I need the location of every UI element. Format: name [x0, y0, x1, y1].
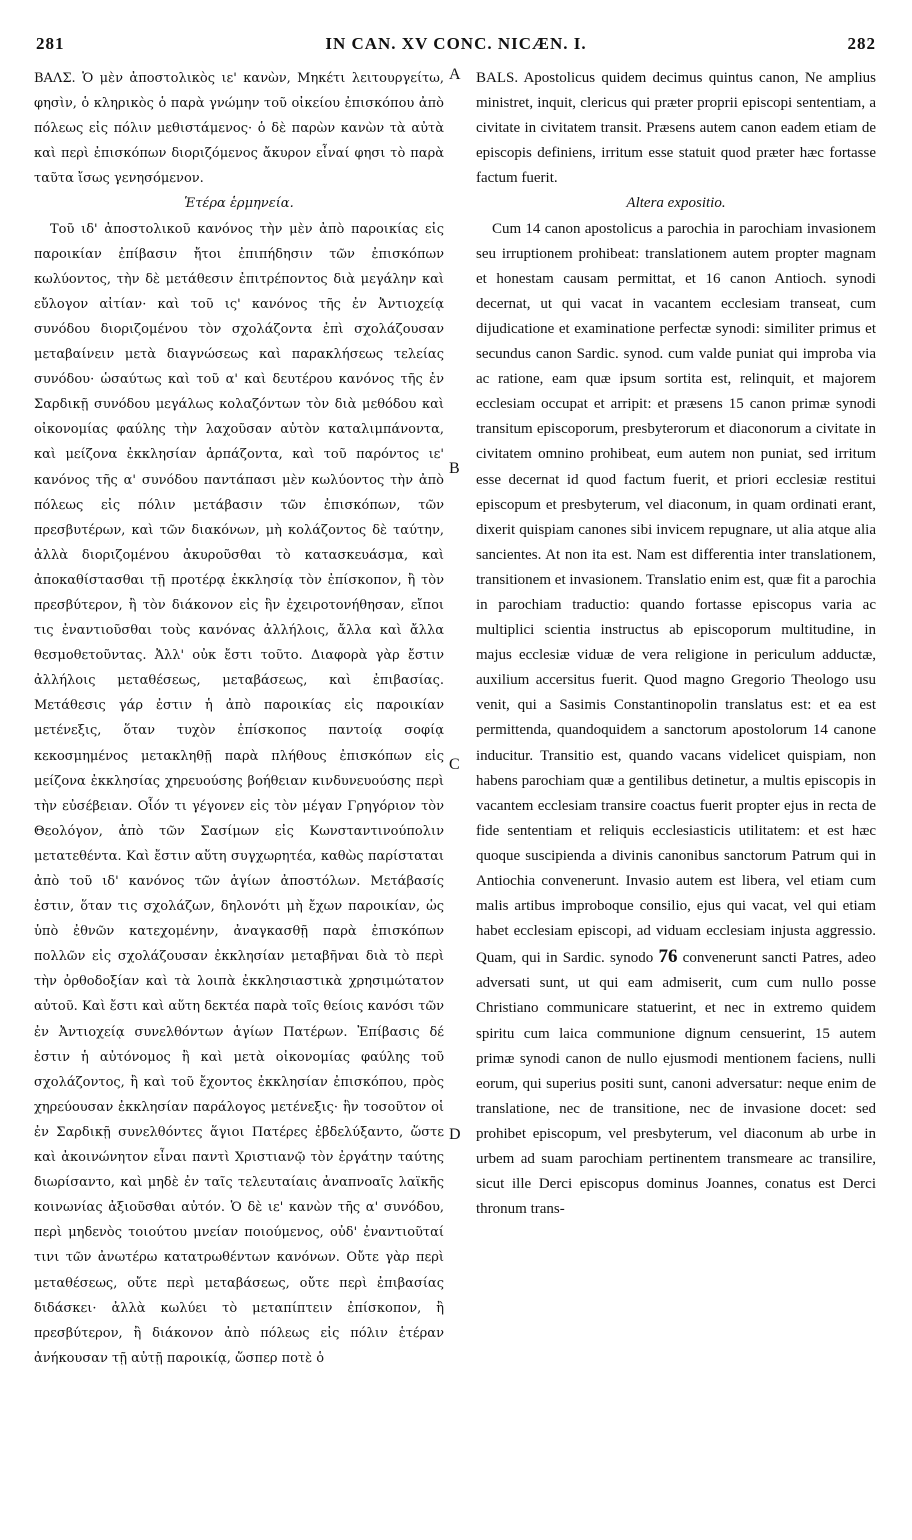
latin-paragraph-2: [476, 217, 876, 1223]
margin-marker-d: D: [449, 1126, 461, 1143]
page-number-left: 281: [36, 34, 65, 53]
margin-marker-a: A: [449, 66, 461, 83]
greek-paragraph-1: ΒΑΛΣ. Ὁ μὲν ἀποστολικὸς ιε' κανὼν, Μηκέτι λειτουργείτω, φησὶν, ὁ κληρικὸς ὁ παρὰ γνώμην τοῦ οἰκείου ἐπισκόπου ἀπὸ πόλεως εἰς πόλιν μεθιστάμενος· ὁ δὲ παρὼν κανὼν τὰ αὐτὰ καὶ περὶ ἐπισκόπων διοριζόμενος ἄκυρον εἶναί φησι τὸ παρὰ ταῦτα ἴσως γενησόμενον.: [34, 71, 444, 187]
greek-subtitle: Ἑτέρα ἑρμηνεία.: [184, 196, 294, 212]
latin-paragraph-2-part-a: Cum 14 canon apostolicus a parochia in parochiam invasionem seu irruptionem prohibeat: translationem autem propter magnam et honestam causam permittat, et 16 canon Antioch. synodi decernat, ut qui vacat in vacantem ecclesiam transeat, cum dijudicatione et examinatione perfectæ synodi: similiter primus et secundus canon Sardic. synod. cum valde puniat qui improba via ac ratione, eam quæ ipsum sortita est, relinquit, et majorem ecclesiam occupat et arripit: et præsens 15 canon primæ synodi transitum episcoporum, presbyterorum et diaconorum a civitate in civitatem omnino prohibeat, eum autem non puniat, sed irritum esse decernat id quod factum fuerit, et priori ecclesiæ restitui episcopum et presbyterum, vel diaconum, in quam ordinati erant, dixerit quispiam canones sibi invicem repugnare, ut alia atque alia sancientes. At non ita est. Nam est differentia inter translationem, transitionem et invasionem. Translatio enim est, quæ fit a parochia in parochiam traductio: quando fortasse episcopus varia ac multiplici scientia instructus ab episcoporum multitudine, in majus ecclesiæ viduæ de vera religione in periculum adductæ, auxilium accersitus fuerit. Quod magno Gregorio Theologo usu venit, qui a Sasimis Constantinopolin translatus est: et ea est permittenda, quandoquidem a sanctorum apostolorum 14 canone inducitur. Transitio est, quando vacans videlicet quispiam, non habens parochiam quæ a gentilibus detinetur, a multis episcopis in vacantem ecclesiam transire coactus fuerit propter ejus in recta de fide sententiam et reliquis ecclesiasticis utilitatem: et est hæc quoque suscipienda a divinis canonibus sanctorum Patrum qui in Antiochia convenerunt. Invasio autem est libera, vel etiam cum malis artibus improboque consilio, ejus qui vacat, vel qui etiam habet ecclesiam episcopi, ad viduam ecclesiam injusta aggressio. Quam, qui in Sardic. synodo: [476, 220, 876, 967]
latin-paragraph-2-part-b: convenerunt sancti Patres, adeo adversati sunt, ut qui eam admiserit, cum cum nullo posse Christiano communicare statuerint, et nec in extremo quidem spiritu cum laica communione dignum censuerint, 15 autem primæ synodi canon de nullo ejusmodi mentionem faciens, nulli eorum, qui superius positi sunt, canoni adversatur: neque enim de translatione, nec de transitione, nec de invasione docet: sed prohibet episcopum, vel presbyterum, vel diaconum ab urbe in urbem ad suam parochiam pertinentem transmeare ac transilire, sicut ille Derci episcopus dominus Joannes, conatus est Derci thronum trans-: [476, 950, 876, 1218]
margin-marker-c: C: [449, 756, 460, 773]
margin-marker-b: B: [449, 460, 460, 477]
latin-paragraph-1: BALS. Apostolicus quidem decimus quintus canon, Ne amplius ministret, inquit, clericus qui præter proprii episcopi sententiam, a civitate in civitatem transit. Præsens autem canon eadem etiam de episcopis definiens, irritum esse statuit quod præter hæc fortasse factum fuerit.: [476, 70, 876, 187]
latin-column: [476, 66, 876, 1222]
latin-subtitle: Altera expositio.: [626, 195, 726, 212]
running-header: [36, 34, 876, 60]
page-number-right: 282: [847, 34, 876, 53]
greek-column: [34, 66, 444, 1371]
column-number: 76: [658, 946, 678, 968]
running-title: IN CAN. XV CONC. NICÆN. I.: [325, 34, 587, 53]
greek-paragraph-2: Τοῦ ιδ' ἀποστολικοῦ κανόνος τὴν μὲν ἀπὸ παροικίας εἰς παροικίαν ἐπίβασιν ἤτοι ἐπιπήδησιν τῶν ἐπισκόπων κωλύοντος, τὴν δὲ μετάθεσιν ἐπιτρέποντος διὰ μεγάλην καὶ εὔλογον αἰτίαν· καὶ τοῦ ις' κανόνος τῆς ἐν Ἀντιοχείᾳ συνόδου διοριζομένου τὸν σχολάζοντα ἐπὶ σχολάζουσαν μεταβαίνειν μετὰ διαγνώσεως καὶ παρακλήσεως τελείας συνόδου· ὡσαύτως καὶ τοῦ α' καὶ δευτέρου κανόνος τῆς ἐν Σαρδικῇ συνόδου μεγάλως κολαζόντων τὸν διὰ μεθόδου καὶ οἰκονομίας φαύλης τὴν λαχοῦσαν αὐτὸν καταλιμπάνοντα, καὶ μείζονα ἐκκλησίαν ἁρπάζοντα, καὶ τοῦ παρόντος ιε' κανόνος τῆς α' συνόδου παντάπασι μὲν κωλύοντος τὴν ἀπὸ πόλεως εἰς πόλιν μετάβασιν τῶν ἐπισκόπων, τῶν πρεσβυτέρων, καὶ τῶν διακόνων, μὴ κολάζοντος δὲ ταύτην, ἀλλὰ διοριζομένου ἀκυροῦσθαι τὸ κατασκευάσμα, καὶ ἀποκαθίστασθαι τῇ προτέρᾳ ἐκκλησίᾳ τὸν ἐπίσκοπον, ἢ τὸν πρεσβύτερον, ἢ τὸν διάκονον εἰς ἣν ἐχειροτονήθησαν, εἴποι τις ἐναντιοῦσθαι τοὺς κανόνας ἀλλήλοις, ἄλλα καὶ ἄλλα θεσμοθετοῦντας. Ἀλλ' οὐκ ἔστι τοῦτο. Διαφορὰ γὰρ ἔστιν ἀλλήλοις μεταθέσεως, μεταβάσεως, καὶ ἐπιβασίας. Μετάθεσις γάρ ἐστιν ἡ ἀπὸ παροικίας εἰς παροικίαν μετένεξις, ὅταν τυχὸν ἐπίσκοπος παντοίᾳ σοφίᾳ κεκοσμημένος μετακληθῇ παρὰ πλήθους ἐπισκόπων εἰς μείζονα ἐκκλησίας χηρευούσης βοήθειαν κινδυνευούσης περὶ τὴν εὐσέβειαν. Οἷόν τι γέγονεν εἰς τὸν μέγαν Γρηγόριον τὸν Θεολόγον, ἀπὸ τῶν Σασίμων εἰς Κωνσταντινούπολιν μετατεθέντα. Καὶ ἔστιν αὕτη συγχωρητέα, καθὼς παρίσταται ἀπὸ τοῦ ιδ' κανόνος τῶν ἁγίων ἀποστόλων. Μετάβασίς ἐστιν, ὅταν τις σχολάζων, δηλονότι μὴ ἔχων παροικίαν, ὡς ὑπὸ ἐθνῶν κατεχομένην, ἀναγκασθῇ παρὰ ἐπισκόπων πολλῶν εἰς σχολάζουσαν ἐκκλησίαν μεταβῆναι διὰ τὸ περὶ τὴν ὀρθοδοξίαν καὶ τὰ λοιπὰ ἐκκλησιαστικὰ χρησιμώτατον αὐτοῦ. Καὶ ἔστι καὶ αὕτη δεκτέα παρὰ τοῖς θείοις κανόσι τῶν ἐν Ἀντιοχείᾳ συνελθόντων ἁγίων Πατέρων. Ἐπίβασις δέ ἐστιν ἡ αὐτόνομος ἢ καὶ μετὰ οἰκονομίας φαύλης τοῦ σχολάζοντος, ἢ καὶ τοῦ ἔχοντος ἐκκλησίαν ἐπισκόπου, πρὸς χηρεύουσαν ἐκκλησίαν παράλογος μετένεξις· ἣν τοσοῦτον οἱ ἐν Σαρδικῇ συνελθόντες ἅγιοι Πατέρες ἐβδελύξαντο, ὥστε καὶ ἀκοινώνητον εἶναι παντὶ Χριστιανῷ τὸν ἐργάτην ταύτης διωρίσαντο, καὶ μηδὲ ἐν ταῖς τελευταίαις ἀναπνοαῖς λαϊκῆς κοινωνίας ἀξιοῦσθαι αὐτόν. Ὁ δὲ ιε' κανὼν τῆς α' συνόδου, περὶ μηδενὸς τοιούτου μνείαν ποιούμενος, οὐδ' ἐναντιοῦταί τινι τῶν ἀνωτέρω κατατρωθέντων κανόνων. Οὔτε γὰρ περὶ μεταθέσεως, οὔτε περὶ μεταβάσεως, οὔτε περὶ ἐπιβασίας διδάσκει· ἀλλὰ κωλύει τὸ μεταπίπτειν ἐπίσκοπον, ἢ πρεσβύτερον, ἢ διάκονον ἀπὸ πόλεως εἰς πόλιν ἑτέραν ἀνήκουσαν τῇ αὐτῇ παροικίᾳ, ὥσπερ ποτὲ ὁ: [34, 221, 444, 1366]
